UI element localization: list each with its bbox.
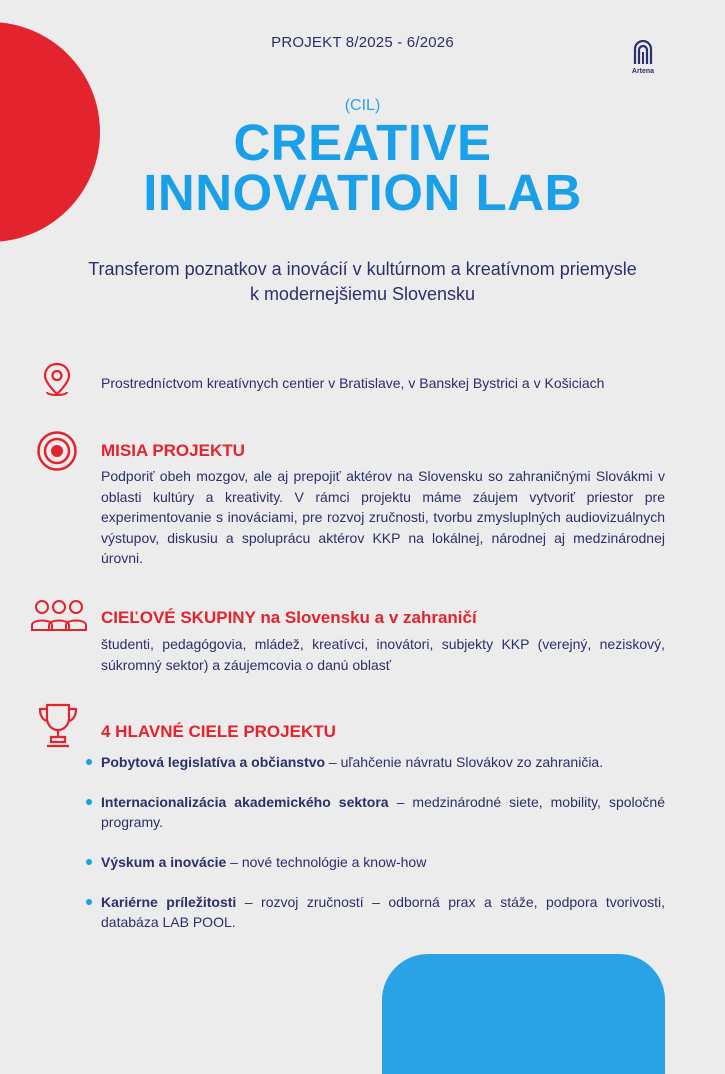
goal-description: – uľahčenie návratu Slovákov zo zahraničia. <box>325 754 604 770</box>
tagline-line-1: Transferom poznatkov a inovácií v kultúrnom a kreatívnom priemysle <box>88 259 637 279</box>
map-pin-icon <box>42 362 72 405</box>
title-line-1: CREATIVE <box>233 114 492 171</box>
title-prefix: (CIL) <box>344 97 381 114</box>
goal-description: – medzinárodné siete, mobility, spoločné programy. <box>101 794 665 830</box>
people-group-icon <box>30 598 88 637</box>
artena-logo-icon <box>633 40 653 64</box>
goal-title: Výskum a inovácie <box>101 854 227 870</box>
goals-list <box>84 752 665 932</box>
project-dates: PROJEKT 8/2025 - 6/2026 <box>271 34 454 51</box>
location-text: Prostredníctvom kreatívnych centier v Bratislave, v Banskej Bystrici a v Košiciach <box>101 375 605 391</box>
goals-heading: 4 HLAVNÉ CIELE PROJEKTU <box>101 722 336 741</box>
artena-logo <box>630 40 656 75</box>
tagline <box>40 257 685 307</box>
decorative-blue-shape <box>382 954 665 1074</box>
goal-item <box>84 752 665 772</box>
goal-title: Pobytová legislatíva a občianstvo <box>101 754 326 770</box>
target-groups-heading: CIEĽOVÉ SKUPINY na Slovensku a v zahraničí <box>101 608 477 627</box>
target-groups-text: študenti, pedagógovia, mládež, kreatívci, inovátori, subjekty KKP (verejný, neziskový, súkromný sektor) a záujemcovia o danú oblasť <box>101 636 665 673</box>
goal-description: – rozvoj zručností – odborná prax a stáže, podpora tvorivosti, databáza LAB POOL. <box>101 894 666 930</box>
goal-title: Kariérne príležitosti <box>101 894 237 910</box>
logo-label: Artena <box>631 68 655 75</box>
page-title <box>0 114 725 221</box>
mission-text: Podporiť obeh mozgov, ale aj prepojiť aktérov na Slovensku so zahraničnými Slovákmi v oblasti kultúry a kreativity. V rámci projektu máme záujem vytvoriť priestor pre experimentovanie s inováciami, pre rozvoj zručnosti, tvorbu zmysluplných audiovizuálnych výstupov, diskusiu a spoluprácu aktérov KKP na lokálnej, národnej aj medzinárodnej úrovni. <box>101 468 665 566</box>
mission-heading: MISIA PROJEKTU <box>101 441 245 460</box>
goal-item <box>84 792 665 832</box>
title-line-2: INNOVATION LAB <box>143 164 582 221</box>
goal-title: Internacionalizácia akademického sektora <box>101 794 389 810</box>
goal-item <box>84 892 665 932</box>
goal-description: – nové technológie a know-how <box>226 854 427 870</box>
tagline-line-2: k modernejšiemu Slovensku <box>249 284 476 304</box>
goal-item <box>84 852 665 872</box>
target-icon <box>36 430 78 477</box>
trophy-icon <box>36 702 80 753</box>
